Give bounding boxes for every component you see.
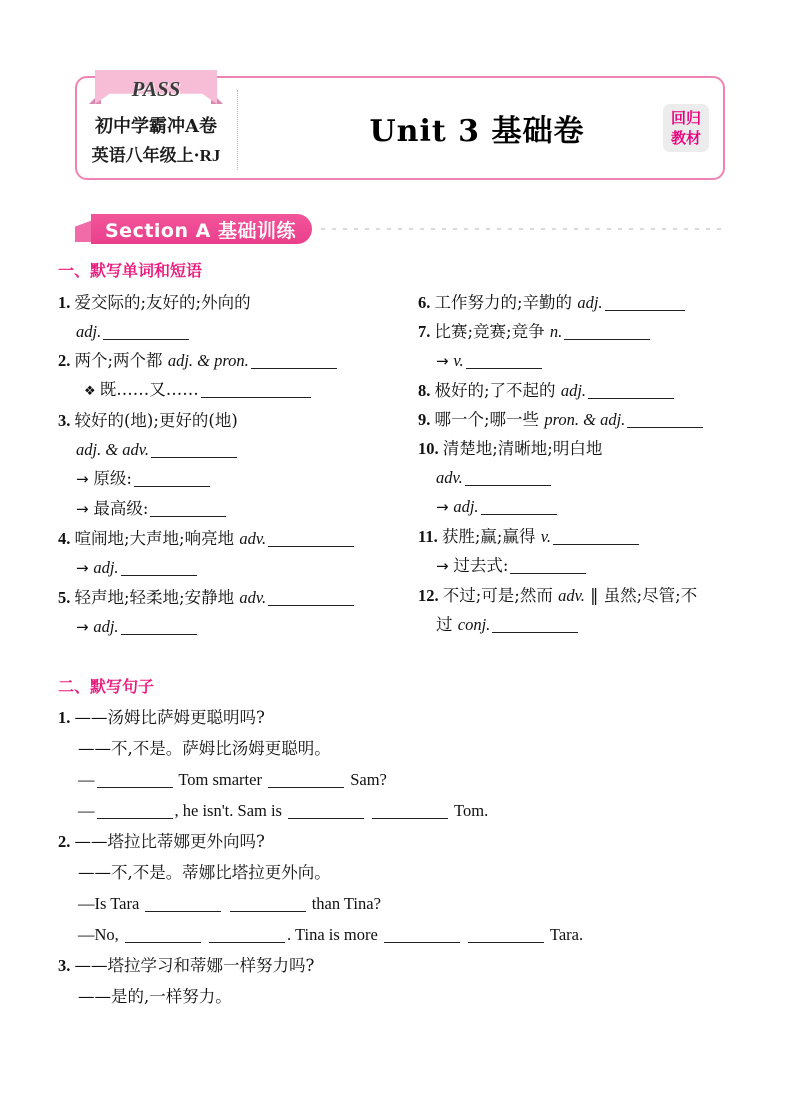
answer-blank[interactable]: [150, 500, 226, 517]
text-run: —: [78, 770, 95, 789]
sentence-item-number: 3.: [58, 956, 75, 975]
series-labels: [77, 112, 235, 170]
text-run: than Tina?: [307, 894, 381, 913]
answer-blank[interactable]: [134, 470, 210, 487]
vocab-item-number: 5.: [58, 588, 75, 607]
text-run: —: [78, 801, 95, 820]
arrow-icon: →: [76, 618, 94, 636]
text-run: . Tina is more: [287, 925, 382, 944]
part-of-speech: v.: [540, 527, 551, 546]
vocab-entry-line: [58, 464, 388, 494]
text-run: Sam?: [346, 770, 387, 789]
text-run: [462, 925, 466, 944]
part-of-speech: adj.: [577, 293, 603, 312]
answer-blank[interactable]: [268, 771, 344, 788]
vocab-entry-line: [58, 612, 388, 642]
vocab-item-number: 9.: [418, 410, 435, 429]
section-banner-label: Section A 基础训练: [91, 214, 312, 244]
part-of-speech: n.: [549, 322, 563, 341]
part-of-speech: conj.: [457, 615, 491, 634]
answer-blank[interactable]: [209, 926, 285, 943]
vocab-entry-line: [418, 346, 748, 376]
header-divider: [237, 90, 238, 170]
diamond-bullet-icon: ❖: [84, 384, 100, 399]
vocab-column-right: [418, 288, 748, 639]
answer-blank[interactable]: [145, 895, 221, 912]
text-run: 工作努力的;辛勤的: [434, 293, 578, 312]
text-run: 轻声地;轻柔地;安静地: [74, 588, 240, 607]
vocab-entry-line: [58, 317, 388, 346]
answer-blank[interactable]: [384, 926, 460, 943]
text-run: , he isn't. Sam is: [174, 801, 287, 820]
vocab-entry-line: [58, 553, 388, 583]
part-of-speech: adj. & pron.: [167, 351, 249, 370]
vocab-entry-line: [418, 581, 748, 610]
sentence-line: [58, 857, 748, 888]
sentence-line: [58, 733, 748, 764]
arrow-icon: →: [436, 498, 454, 516]
sentence-line: [58, 888, 748, 919]
pass-logo: PASS: [131, 77, 181, 101]
vocab-entry-line: [418, 376, 748, 405]
text-run: [223, 894, 227, 913]
answer-blank[interactable]: [103, 323, 189, 340]
vocab-entry-line: [418, 463, 748, 492]
page-title: Unit 3 基础卷: [369, 114, 585, 149]
text-run: Tom.: [450, 801, 489, 820]
part-2-heading: 二、默写句子: [58, 677, 155, 696]
text-run: [366, 801, 370, 820]
sentence-line: [58, 702, 748, 733]
text-run: 喧闹地;大声地;响亮地: [74, 529, 240, 548]
sentence-line: [58, 826, 748, 857]
vocab-entry-line: [418, 492, 748, 522]
text-run: 过去式:: [453, 556, 509, 575]
text-run: 既……又……: [99, 380, 199, 399]
answer-blank[interactable]: [121, 559, 197, 576]
answer-blank[interactable]: [553, 528, 639, 545]
text-run: 获胜;赢;赢得: [441, 527, 541, 546]
part-of-speech: adj.: [453, 497, 479, 516]
answer-blank[interactable]: [97, 802, 173, 819]
vocab-item-number: 2.: [58, 351, 75, 370]
vocab-entry-line: [418, 288, 748, 317]
part-of-speech: adj.: [76, 322, 102, 341]
vocab-entry-line: [58, 494, 388, 524]
vocab-entry-line: [418, 551, 748, 581]
text-run: ‖ 虽然;尽管;不: [584, 586, 698, 605]
text-run: —Is Tara: [78, 894, 144, 913]
vocab-entry-line: [418, 405, 748, 434]
text-run: ——汤姆比萨姆更聪明吗?: [74, 708, 265, 727]
sentence-list: [58, 702, 748, 1012]
sentence-line: [58, 919, 748, 950]
text-run: 最高级:: [93, 499, 149, 518]
vocab-item-number: 6.: [418, 293, 435, 312]
vocab-item-number: 11.: [418, 527, 442, 546]
vocab-entry-line: [58, 435, 388, 464]
answer-blank[interactable]: [268, 589, 354, 606]
sentence-line: [58, 795, 748, 826]
part-of-speech: pron. & adj.: [544, 410, 626, 429]
vocab-entry-line: [418, 610, 748, 639]
vocab-column-left: [58, 288, 388, 642]
vocab-entry-line: [418, 434, 748, 463]
text-run: 哪一个;哪一些: [434, 410, 545, 429]
answer-blank[interactable]: [372, 802, 448, 819]
vocab-entry-line: [58, 375, 388, 406]
part-of-speech: v.: [453, 351, 464, 370]
arrow-icon: →: [436, 352, 454, 370]
answer-blank[interactable]: [468, 926, 544, 943]
text-run: ——塔拉比蒂娜更外向吗?: [74, 832, 265, 851]
vocab-entry-line: [58, 524, 388, 553]
text-run: 两个;两个都: [74, 351, 168, 370]
answer-blank[interactable]: [465, 469, 551, 486]
vocab-entry-line: [58, 583, 388, 612]
vocab-entry-line: [418, 522, 748, 551]
text-run: 清楚地;清晰地;明白地: [442, 439, 603, 458]
answer-blank[interactable]: [481, 498, 557, 515]
text-run: ——塔拉学习和蒂娜一样努力吗?: [74, 956, 315, 975]
series-subject-text: 英语八年级上·: [91, 146, 200, 166]
badge-line-2: 教材: [670, 129, 701, 147]
section-banner: [75, 214, 725, 246]
text-run: Tara.: [546, 925, 584, 944]
sentence-line: [58, 981, 748, 1012]
answer-blank[interactable]: [564, 323, 650, 340]
vocab-entry-line: [418, 317, 748, 346]
return-to-textbook-badge: [663, 104, 709, 152]
text-run: 过: [436, 615, 458, 634]
part-of-speech: adv.: [239, 588, 267, 607]
vocab-item-number: 3.: [58, 411, 75, 430]
text-run: 原级:: [93, 469, 132, 488]
vocab-item-number: 8.: [418, 381, 435, 400]
answer-blank[interactable]: [466, 352, 542, 369]
text-run: 极好的;了不起的: [434, 381, 561, 400]
text-run: ——不,不是。萨姆比汤姆更聪明。: [78, 739, 331, 758]
text-run: [203, 925, 207, 944]
answer-blank[interactable]: [288, 802, 364, 819]
text-run: ——不,不是。蒂娜比塔拉更外向。: [78, 863, 331, 882]
sentence-line: [58, 764, 748, 795]
text-run: 不过;可是;然而: [442, 586, 559, 605]
arrow-icon: →: [76, 470, 94, 488]
answer-blank[interactable]: [251, 352, 337, 369]
text-run: ——是的,一样努力。: [78, 987, 232, 1006]
arrow-icon: →: [76, 500, 94, 518]
text-run: 较好的(地);更好的(地): [74, 411, 238, 430]
answer-blank[interactable]: [97, 771, 173, 788]
header-series-block: [77, 78, 237, 178]
answer-blank[interactable]: [125, 926, 201, 943]
vocab-item-number: 12.: [418, 586, 443, 605]
answer-blank[interactable]: [588, 382, 674, 399]
text-run: 比赛;竞赛;竞争: [434, 322, 550, 341]
part-of-speech: adj. & adv.: [76, 440, 150, 459]
vocab-entry-line: [58, 288, 388, 317]
answer-blank[interactable]: [230, 895, 306, 912]
part-of-speech: adj.: [93, 558, 119, 577]
answer-blank[interactable]: [201, 381, 311, 398]
vocab-entry-line: [58, 406, 388, 435]
series-title: 初中学霸冲A卷: [95, 116, 217, 137]
vocab-item-number: 1.: [58, 293, 75, 312]
sentence-item-number: 2.: [58, 832, 75, 851]
answer-blank[interactable]: [510, 557, 586, 574]
vocab-item-number: 7.: [418, 322, 435, 341]
part-1-heading: 一、默写单词和短语: [58, 261, 203, 280]
text-run: —No,: [78, 925, 123, 944]
answer-blank[interactable]: [268, 530, 354, 547]
part-of-speech: adj.: [560, 381, 587, 400]
text-run: 爱交际的;友好的;外向的: [74, 293, 251, 312]
series-subject: [77, 142, 235, 170]
badge-line-1: 回归: [670, 109, 701, 127]
part-of-speech: adv.: [239, 529, 267, 548]
answer-blank[interactable]: [492, 616, 578, 633]
part-of-speech: adj.: [93, 617, 119, 636]
sentence-line: [58, 950, 748, 981]
section-dotted-rule: [321, 228, 725, 230]
arrow-icon: →: [76, 559, 94, 577]
arrow-icon: →: [436, 557, 454, 575]
vocab-item-number: 4.: [58, 529, 75, 548]
series-edition-code: RJ: [199, 146, 221, 165]
part-of-speech: adv.: [558, 586, 585, 605]
page-header: [75, 76, 725, 180]
sentence-item-number: 1.: [58, 708, 75, 727]
vocab-entry-line: [58, 346, 388, 375]
text-run: Tom smarter: [174, 770, 267, 789]
part-of-speech: adv.: [436, 468, 463, 487]
answer-blank[interactable]: [151, 441, 237, 458]
answer-blank[interactable]: [627, 411, 703, 428]
vocab-item-number: 10.: [418, 439, 443, 458]
answer-blank[interactable]: [121, 618, 197, 635]
answer-blank[interactable]: [605, 294, 685, 311]
